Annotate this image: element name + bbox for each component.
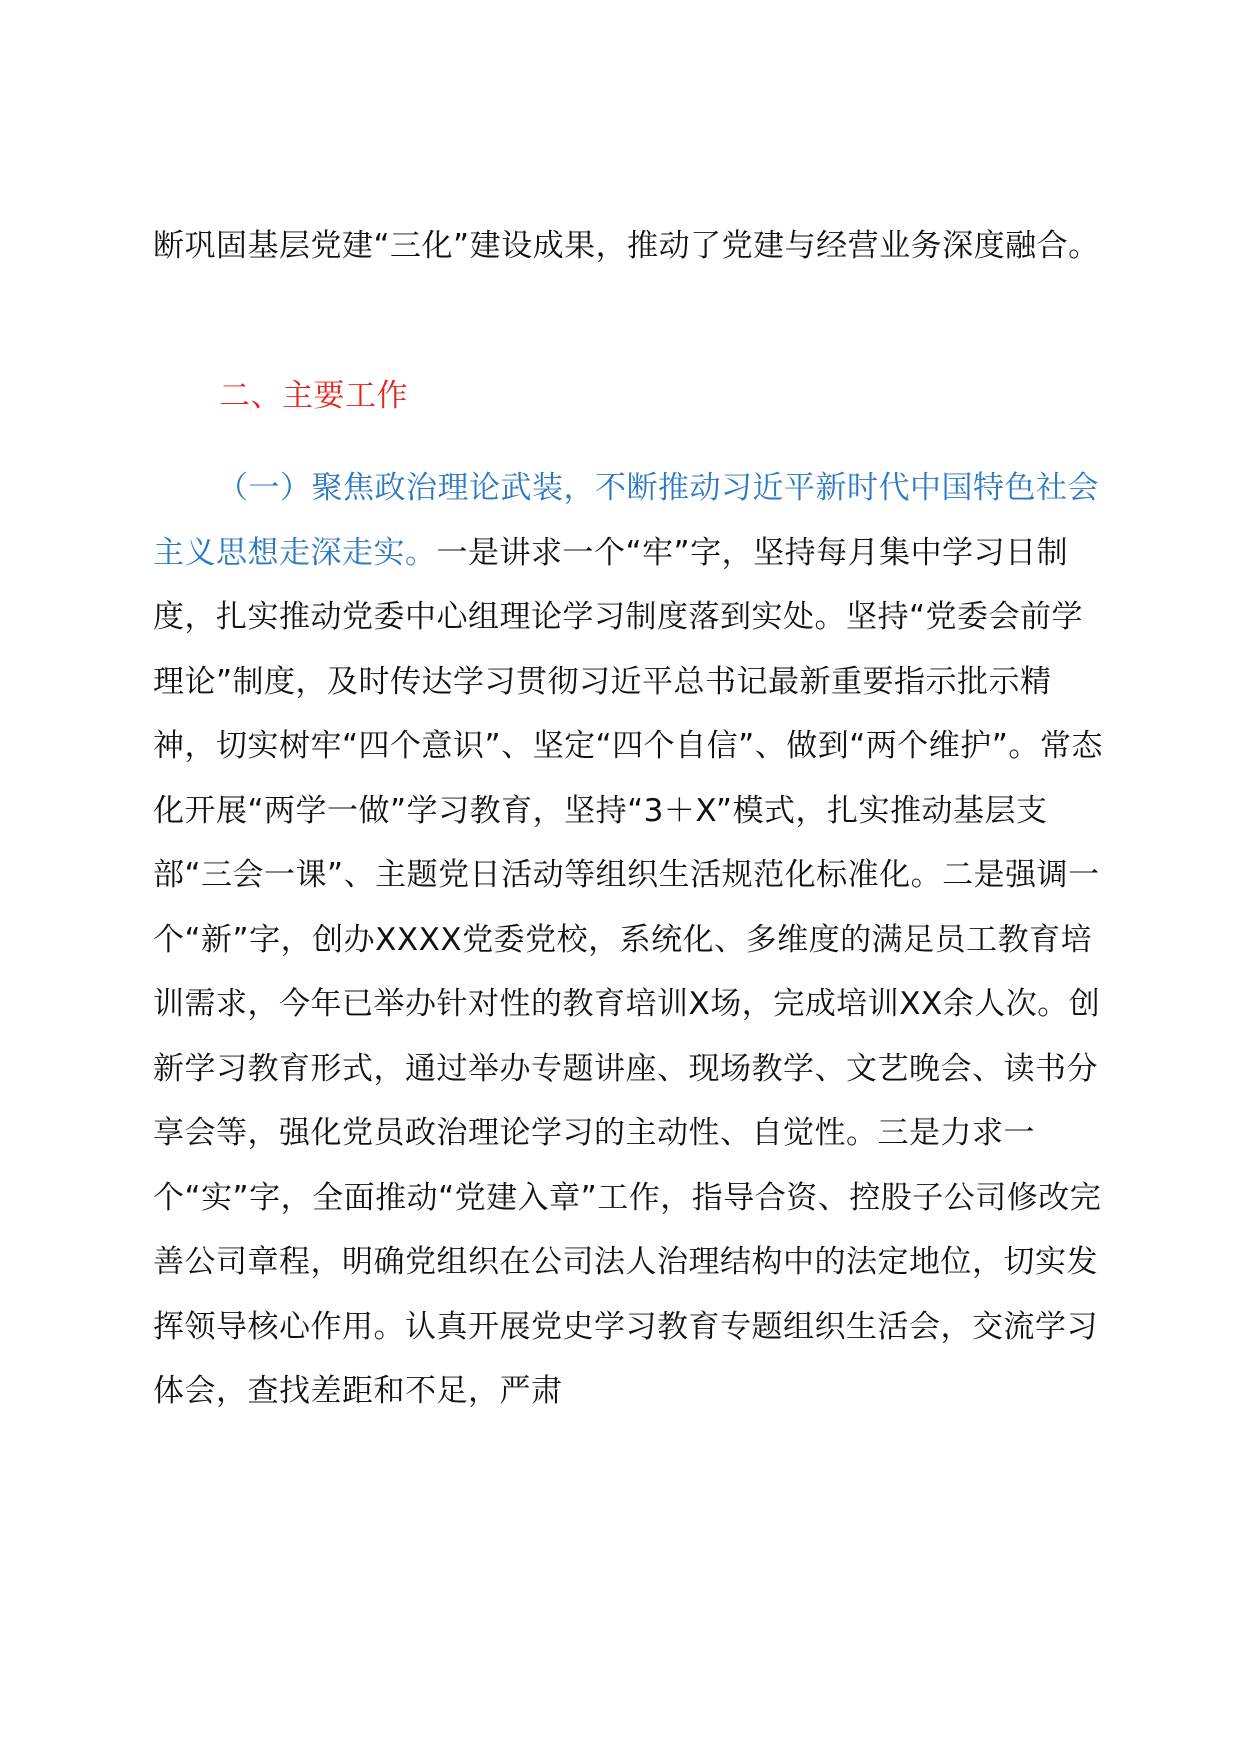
subsection-heading: （一）聚焦政治理论武装，不断推动习近平新时代中国特色社会主义思想走深走实。: [153, 470, 1099, 571]
intro-paragraph: 断巩固基层党建“三化”建设成果，推动了党建与经营业务深度融合。: [153, 228, 1100, 264]
section-heading: 二、主要工作: [219, 378, 408, 414]
subsection-paragraph: [153, 456, 1113, 1424]
subsection-body: 一是讲求一个“牢”字，坚持每月集中学习日制度，扎实推动党委中心组理论学习制度落到实处。坚持“党委会前学理论”制度，及时传达学习贯彻习近平总书记最新重要指示批示精神，切实树牢“四个意识”、坚定“四个自信”、做到“两个维护”。常态化开展“两学一做”学习教育，坚持“3＋X”模式，扎实推动基层支部“三会一课”、主题党日活动等组织生活规范化标准化。二是强调一个“新”字，创办XXXX党委党校，系统化、多维度的满足员工教育培训需求，今年已举办针对性的教育培训X场，完成培训XX余人次。创新学习教育形式，通过举办专题讲座、现场教学、文艺晚会、读书分享会等，强化党员政治理论学习的主动性、自觉性。三是力求一个“实”字，全面推动“党建入章”工作，指导合资、控股子公司修改完善公司章程，明确党组织在公司法人治理结构中的法定地位，切实发挥领导核心作用。认真开展党史学习教育专题组织生活会，交流学习体会，查找差距和不足，严肃: [153, 534, 1103, 1409]
